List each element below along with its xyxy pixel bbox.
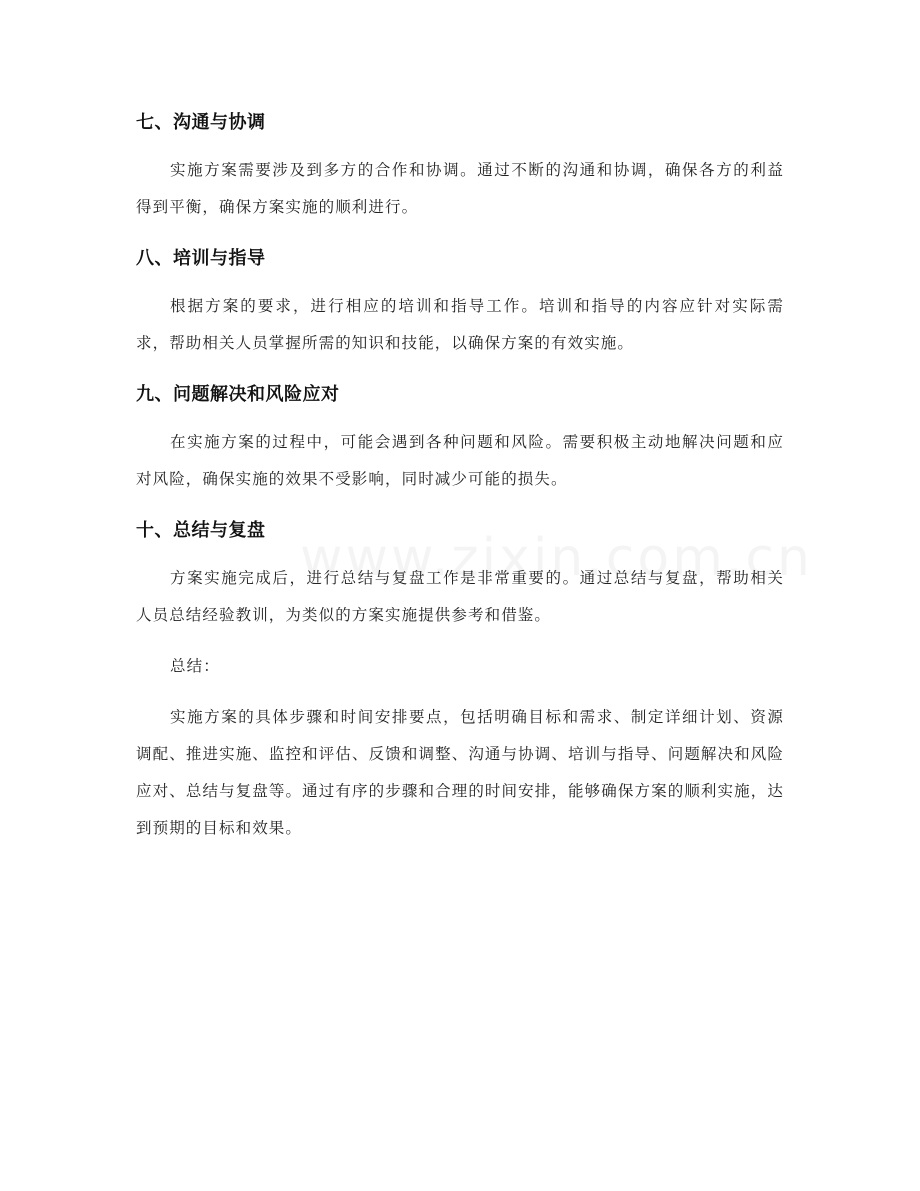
section-body-9: 在实施方案的过程中，可能会遇到各种问题和风险。需要积极主动地解决问题和应对风险，确保实施的效果不受影响，同时减少可能的损失。 [136,433,784,488]
section-body-10: 方案实施完成后，进行总结与复盘工作是非常重要的。通过总结与复盘，帮助相关人员总结经验教训，为类似的方案实施提供参考和借鉴。 [136,569,784,624]
section-heading-9: 九、问题解决和风险应对 [136,384,340,405]
summary-label: 总结： [170,657,220,675]
summary-body: 实施方案的具体步骤和时间安排要点，包括明确目标和需求、制定详细计划、资源调配、推进实施、监控和评估、反馈和调整、沟通与协调、培训与指导、问题解决和风险应对、总结与复盘等。通过有序的步骤和合理的时间安排，能够确保方案的顺利实施，达到预期的目标和效果。 [136,708,784,837]
section-body-8: 根据方案的要求，进行相应的培训和指导工作。培训和指导的内容应针对实际需求，帮助相关人员掌握所需的知识和技能，以确保方案的有效实施。 [136,297,784,352]
section-heading-7: 七、沟通与协调 [136,112,266,133]
section-body-7: 实施方案需要涉及到多方的合作和协调。通过不断的沟通和协调，确保各方的利益得到平衡，确保方案实施的顺利进行。 [136,161,784,216]
section-heading-8: 八、培训与指导 [136,248,266,269]
document-content [136,104,784,861]
section-heading-10: 十、总结与复盘 [136,520,266,541]
